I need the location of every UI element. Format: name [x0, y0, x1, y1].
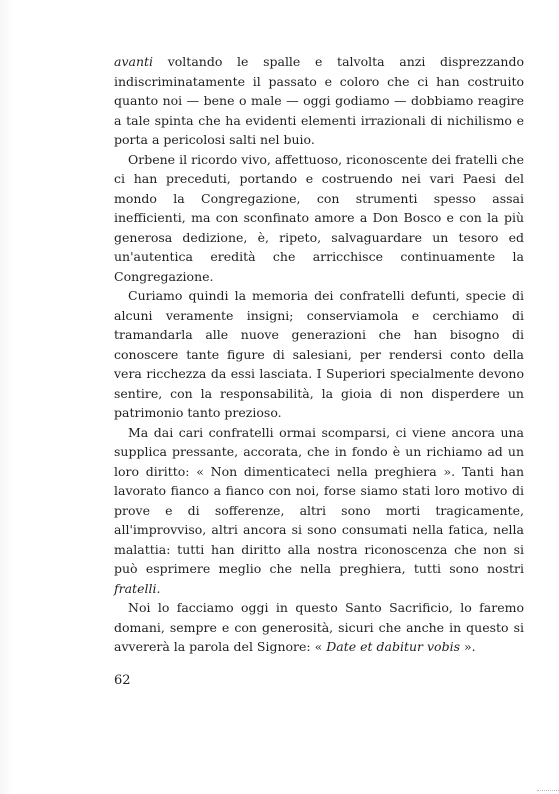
- paragraph-1-segment-2: voltando le spalle e talvolta anzi disprezzando indiscriminatamente il passato e coloro che ci han costruito quanto noi — bene o male — oggi godiamo — dobbiamo reagire a tale spinta che ha evidenti elementi irrazionali di nichilismo e porta a pericolosi salti nel buio.: [114, 54, 524, 147]
- paragraph-5-segment-2: Date et dabitur vobis: [326, 639, 460, 654]
- scan-corner-mark: [537, 790, 559, 792]
- body-text: [114, 52, 524, 657]
- paragraph-5-segment-1: Noi lo facciamo oggi in questo Santo Sacrificio, lo faremo domani, sempre e con generosità, sicuri che anche in questo si avvererà la parola del Signore: «: [114, 600, 524, 654]
- paragraph-1: [114, 52, 524, 150]
- page-edge-shadow: [0, 0, 14, 794]
- page-number: 62: [114, 673, 131, 688]
- paragraph-5: [114, 598, 524, 657]
- paragraph-4: [114, 423, 524, 599]
- paragraph-1-segment-1: avanti: [114, 54, 154, 69]
- paragraph-5-segment-3: ».: [460, 639, 476, 654]
- paragraph-3-segment-1: Curiamo quindi la memoria dei confratelli defunti, specie di alcuni veramente insigni; conserviamola e cerchiamo di tramandarla alle nuove generazioni che han bisogno di conoscere tante figure di salesiani, per rendersi conto della vera ricchezza da essi lasciata. I Superiori specialmente devono sentire, con la responsabilità, la gioia di non disperdere un patrimonio tanto prezioso.: [114, 288, 524, 420]
- paragraph-4-segment-1: Ma dai cari confratelli ormai scomparsi, ci viene ancora una supplica pressante, accorata, che in fondo è un richiamo ad un loro diritto: « Non dimenticateci nella preghiera ». Tanti han lavorato fianco a fianco con noi, forse siamo stati loro motivo di prove e di sofferenze, altri sono morti tragicamente, all'improvviso, altri ancora si sono consumati nella fatica, nella malattia: tutti han diritto alla nostra riconoscenza che non si può esprimere meglio che nella preghiera, tutti sono nostri: [114, 424, 524, 576]
- paragraph-2: [114, 150, 524, 287]
- paragraph-2-segment-1: Orbene il ricordo vivo, affettuoso, riconoscente dei fratelli che ci han preceduti, portando e costruendo nei vari Paesi del mondo la Congregazione, con strumenti spesso assai inefficienti, ma con sconfinato amore a Don Bosco e con la più generosa dedizione, è, ripeto, salvaguardare un tesoro ed un'autentica eredità che arricchisce continuamente la Congregazione.: [114, 151, 524, 284]
- paragraph-4-segment-2: fratelli.: [114, 580, 161, 596]
- paragraph-3: [114, 286, 524, 423]
